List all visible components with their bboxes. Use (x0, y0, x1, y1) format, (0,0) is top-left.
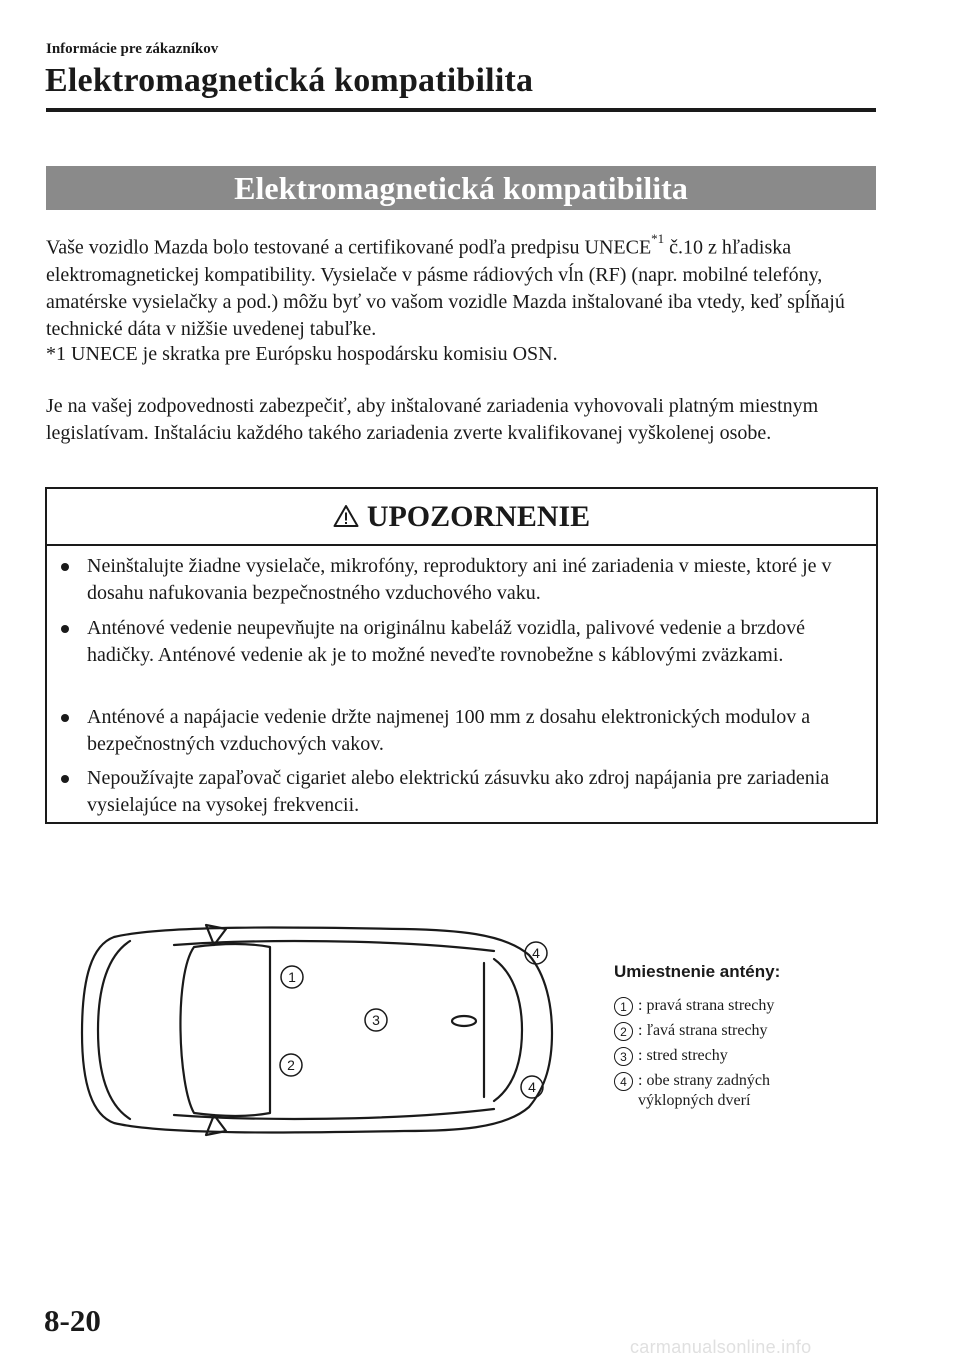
shark-fin-antenna (452, 1016, 476, 1026)
page-number: 8-20 (44, 1303, 101, 1338)
warning-item: Anténové vedenie neupevňujte na originálnu kabeláž vozidla, palivové vedenie a brzdové hadičky. Anténové vedenie ak je to možné neveďte rovnobežne s káblovými zväzkami. (87, 615, 867, 669)
legend-text: : stred strechy (638, 1047, 728, 1064)
warning-triangle-icon (333, 504, 359, 528)
warning-item: Nepoužívajte zapaľovač cigariet alebo elektrickú zásuvku ako zdroj napájania pre zariadenia vysielajúce na vysokej frekvencii. (87, 765, 867, 819)
legend-text: : pravá strana strechy (638, 997, 775, 1014)
warning-title: UPOZORNENIE (366, 499, 591, 533)
callout-2 (280, 1054, 302, 1076)
side-contour-top (174, 941, 494, 951)
callout-4-top-label: 4 (532, 945, 540, 961)
responsibility-paragraph: Je na vašej zodpovednosti zabezpečiť, aby inštalované zariadenia vyhovovali platným miestnym legislatívam. Inštaláciu každého takého zariadenia zverte kvalifikovanej vyškolenej osobe. (46, 395, 819, 444)
legend-text: : obe strany zadných výklopných dverí (638, 1072, 770, 1109)
legend-number-badge: 4 (614, 1072, 633, 1091)
car-top-view-illustration (74, 915, 564, 1145)
callout-1-label: 1 (288, 969, 296, 985)
footnote-marker: *1 (651, 231, 665, 246)
legend-item (614, 1021, 874, 1041)
legend-item (614, 996, 874, 1016)
title-divider (46, 108, 876, 112)
antenna-legend (614, 962, 874, 1116)
legend-title: Umiestnenie antény: (614, 962, 781, 981)
page-title: Elektromagnetická kompatibilita (45, 62, 534, 99)
legend-text: : ľavá strana strechy (638, 1022, 768, 1039)
callout-1 (281, 966, 303, 988)
warning-box (45, 487, 878, 824)
section-heading: Elektromagnetická kompatibilita (46, 166, 876, 210)
warning-header (47, 489, 876, 546)
callout-2-label: 2 (287, 1057, 295, 1073)
intro-text-part1: Vaše vozidlo Mazda bolo testované a certifikované podľa predpisu UNECE (46, 236, 652, 259)
legend-number-badge: 3 (614, 1047, 633, 1066)
windshield (180, 944, 270, 1116)
intro-paragraph (46, 228, 876, 343)
car-body-outline (82, 927, 552, 1132)
watermark: carmanualsonline.info (630, 1337, 812, 1357)
warning-item: Anténové a napájacie vedenie držte najmenej 100 mm z dosahu elektronických modulov a bezpečnostných vzduchových vakov. (87, 704, 867, 758)
breadcrumb: Informácie pre zákazníkov (46, 41, 219, 57)
legend-number-badge: 2 (614, 1022, 633, 1041)
warning-item: Neinštalujte žiadne vysielače, mikrofóny, reproduktory ani iné zariadenia v mieste, ktoré je v dosahu nafukovania bezpečnostného vzduchového vaku. (87, 553, 867, 607)
footnote: *1 UNECE je skratka pre Európsku hospodársku komisiu OSN. (46, 343, 558, 365)
callout-3-label: 3 (372, 1012, 380, 1028)
tailgate (494, 959, 522, 1101)
legend-item (614, 1071, 874, 1111)
callout-4-bottom (521, 1076, 543, 1098)
legend-item (614, 1046, 874, 1066)
callout-4-bottom-label: 4 (528, 1079, 536, 1095)
side-contour-bottom (174, 1109, 494, 1119)
intro-text-part2: č.10 z hľadiska elektromagnetickej kompatibility. Vysielače v pásme rádiových vĺn (RF) (napr. mobilné telefóny, amatérske vysielačky a pod.) môžu byť vo vašom vozidle Mazda inštalované iba vtedy, keď spĺňajú technické dáta v nižšie uvedenej tabuľke. (46, 236, 845, 340)
callout-3 (365, 1009, 387, 1031)
front-fender-line (98, 941, 130, 1119)
legend-number-badge: 1 (614, 997, 633, 1016)
